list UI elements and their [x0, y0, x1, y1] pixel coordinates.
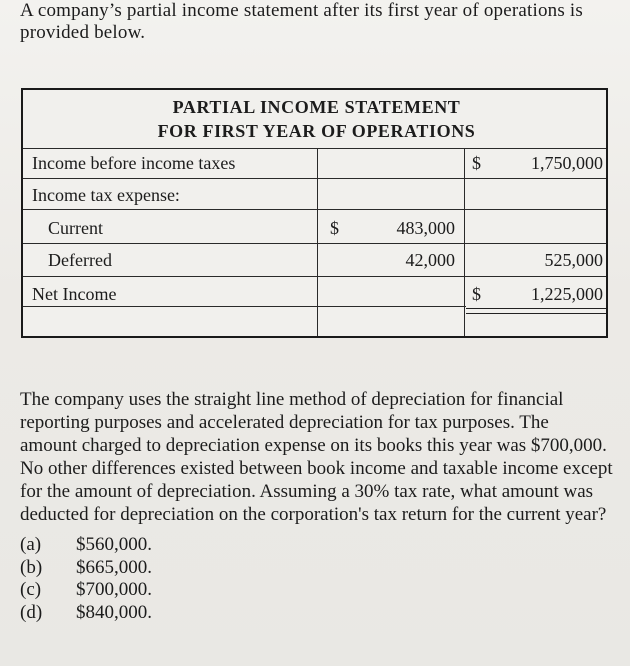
net-income-label: Net Income — [32, 284, 117, 304]
table-rule — [23, 306, 466, 307]
choice-letter: (d) — [20, 601, 43, 623]
answer-choices — [20, 534, 152, 624]
net-income-currency: $ — [472, 284, 481, 304]
table-column-rule — [317, 148, 318, 336]
choice-text: $700,000. — [76, 579, 152, 600]
question-line: No other differences existed between book income and taxable income except — [20, 458, 613, 479]
intro-paragraph — [20, 0, 620, 44]
net-income-double-underline — [466, 308, 606, 314]
current-tax-currency: $ — [330, 218, 339, 238]
question-line: The company uses the straight line method of depreciation for financial — [20, 389, 564, 410]
answer-choice-d[interactable] — [20, 602, 152, 625]
intro-line-2: provided below. — [20, 22, 146, 43]
choice-text: $560,000. — [76, 534, 152, 555]
income-before-taxes-currency: $ — [472, 153, 481, 173]
answer-choice-c[interactable] — [20, 579, 152, 602]
income-statement-table — [21, 88, 608, 338]
intro-line-1: A company’s partial income statement after its first year of operations is — [20, 0, 583, 21]
table-rule — [23, 209, 606, 210]
choice-text: $665,000. — [76, 556, 152, 578]
income-before-taxes-amount: 1,750,000 — [531, 153, 603, 173]
question-line: amount charged to depreciation expense on its books this year was $700,000. — [20, 435, 607, 456]
total-tax-expense-amount: 525,000 — [544, 250, 603, 270]
table-rule — [23, 243, 606, 244]
question-paragraph — [20, 388, 618, 526]
statement-title — [23, 95, 610, 143]
answer-choice-b[interactable] — [20, 557, 152, 580]
statement-title-line-2: FOR FIRST YEAR OF OPERATIONS — [157, 121, 476, 141]
table-rule — [23, 276, 606, 277]
answer-choice-a[interactable] — [20, 534, 152, 557]
table-rule — [23, 148, 606, 149]
choice-letter: (c) — [20, 579, 42, 600]
deferred-tax-label: Deferred — [48, 250, 112, 270]
income-tax-expense-label: Income tax expense: — [32, 185, 180, 205]
table-column-rule — [464, 148, 465, 336]
choice-letter: (a) — [20, 534, 42, 555]
choice-letter: (b) — [20, 556, 43, 578]
statement-title-line-1: PARTIAL INCOME STATEMENT — [172, 97, 461, 117]
table-rule — [23, 178, 606, 179]
current-tax-amount: 483,000 — [396, 218, 455, 238]
question-line: for the amount of depreciation. Assuming a 30% tax rate, what amount was — [20, 481, 594, 502]
deferred-tax-amount: 42,000 — [405, 250, 455, 270]
choice-text: $840,000. — [76, 601, 152, 623]
current-tax-label: Current — [48, 218, 103, 238]
question-line: deducted for depreciation on the corporation's tax return for the current year? — [20, 504, 607, 525]
income-before-taxes-label: Income before income taxes — [32, 153, 236, 173]
question-line: reporting purposes and accelerated depreciation for tax purposes. The — [20, 412, 549, 433]
net-income-amount: 1,225,000 — [531, 284, 603, 304]
